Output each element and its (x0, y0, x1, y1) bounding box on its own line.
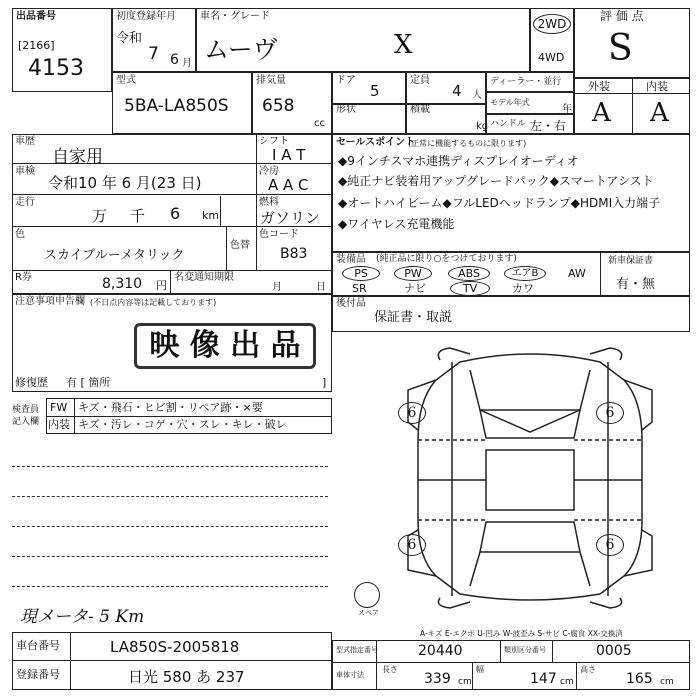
equipment-note: (純正品に限り○をつけております) (376, 254, 517, 264)
inspection-value: 令和10 年 6 月(23 日) (48, 174, 202, 192)
notes-title: 注意事項申告欄 (15, 296, 85, 307)
ruled-line (12, 556, 328, 557)
ruled-line (12, 496, 328, 497)
fuel-value: ガソリン (260, 209, 321, 227)
recycle-amount: 8,310 (102, 276, 143, 292)
ruled-line (12, 466, 328, 467)
exterior-grade: A (592, 98, 611, 128)
spare-label: スペア (358, 609, 379, 617)
equipment-title: 装備品 (336, 254, 366, 265)
doors-label: ドア (336, 75, 356, 86)
model-label: 型式 (116, 75, 136, 86)
model-value: 5BA-LA850S (124, 96, 229, 116)
height-unit: cm (660, 677, 674, 687)
sales-points-title: セールスポイント (336, 137, 416, 148)
notice-day: 日 (316, 282, 326, 293)
interior-items: キズ・汚レ・コゲ・穴・スレ・キレ・破レ (78, 418, 287, 431)
category-label: 類別区分番号 (504, 646, 546, 654)
reg-month-unit: 月 (182, 58, 192, 69)
height-value: 165 (626, 671, 653, 687)
name-label: 車名・グレード (200, 11, 270, 22)
length-unit: cm (458, 677, 472, 687)
mileage-label: 走行 (15, 197, 35, 208)
inspection-label: 車検 (15, 166, 35, 177)
color-label: 色 (15, 229, 25, 240)
width-label: 幅 (476, 665, 484, 674)
capacity-unit: 人 (472, 90, 482, 101)
plate-label: 登録番号 (16, 668, 60, 681)
height-label: 高さ (580, 665, 596, 674)
capacity-label: 定員 (410, 75, 430, 86)
extras-value: 保証書・取説 (374, 310, 453, 325)
inspector-label: 検査員記入欄 (12, 405, 40, 427)
spare-tire-circle (354, 582, 380, 608)
designation-value: 20440 (418, 643, 463, 659)
width-value: 147 (530, 671, 557, 687)
first-reg-label: 初度登録年月 (116, 11, 176, 22)
warranty-label: 新車保証書 (608, 256, 654, 266)
reg-year: 7 (148, 44, 159, 64)
chassis-value: LA850S-2005818 (110, 638, 240, 656)
displacement-label: 排気量 (256, 75, 286, 86)
car-grade: X (394, 30, 413, 60)
aircon-label: 冷房 (259, 166, 279, 177)
length-value: 339 (424, 671, 451, 687)
history-value: 自家用 (52, 147, 103, 167)
chassis-label: 車台番号 (16, 639, 60, 652)
equip-sr: SR (352, 282, 367, 295)
auction-sheet: 出品番号 [2166] 4153 初度登録年月 令和 7 6 月 車名・グレード ムーヴ X 2WD 4WD 評 価 点 S 外装 内装 A A 型式 5BA-LA850S 排気量 658 cc ドア 5 定員 4 人 ディーラー・並行 形状 積載 kg モデル年式 年 ハンドル 左・右 車歴 自家用 車検 令和10 年 6 月(23 日) 走行 万 千 6 km 色 スカイブルーメタリック 色替 シフト I A T 冷房 A A C 燃料 ガソリン 色コード B83 R券 8,310 円 名変通知期限 月 日 セールスポイント (正常に機能するものに限ります) ◆9インチスマホ連携ディスプレイオーディオ ◆純正ナビ装着用アップグレードパック◆スマートアシスト ◆オートハイビーム◆フルLEDヘッドランプ◆HDMI入力端子 ◆ワイヤレス充電機能 装備品 (純正品に限り○をつけております) PS PW ABS エアB AW SR ナビ TV カワ 新車保証書 有・無 後付品 保証書・取説 注意事項申告欄 (不日点内容等は記載しております) 映 像 出 品 修復歴 有 [ 箇所 ] 検査員記入欄 FW キズ・飛石・ヒビ割・リペア跡・×要 内装 キズ・汚レ・コゲ・穴・スレ・キレ・破レ 現メータ- 5 Km 6 6 6 6 スペア A-キズ E-エクボ U-凹み W-波歪み S-サビ C-腐食 XX-交換済 車台番号 LA850S-2005818 登録番号 日光 580 あ 237 型式指定番号 20440 類別区分番号 0005 車体寸法 長さ 339 cm 幅 147 cm 高さ 165 cm (0, 0, 700, 700)
car-name: ムーヴ (204, 35, 278, 64)
width-unit: cm (560, 677, 574, 687)
score-value: S (608, 28, 633, 69)
category-value: 0005 (596, 643, 632, 659)
ruled-line (12, 526, 328, 527)
lot-number: 4153 (28, 56, 84, 81)
shape-label: 形状 (336, 104, 356, 115)
handle-label: ハンドル (490, 119, 527, 129)
sales-point-line: ◆オートハイビーム◆フルLEDヘッドランプ◆HDMI入力端子 (338, 196, 661, 210)
equip-tv-circled: TV (450, 281, 490, 296)
sales-point-line: ◆純正ナビ装着用アップグレードパック◆スマートアシスト (338, 174, 654, 188)
dealer-label: ディーラー・並行 (490, 77, 562, 87)
fuel-label: 燃料 (259, 197, 279, 208)
extras-label: 後付品 (336, 298, 366, 309)
equip-abs-circled: ABS (448, 266, 490, 281)
interior-head: 内装 (48, 418, 70, 431)
fw-items: キズ・飛石・ヒビ割・リペア跡・×要 (78, 401, 263, 414)
handle-value: 左・右 (530, 119, 567, 133)
plate-value: 日光 580 あ 237 (128, 668, 245, 686)
ruled-line (12, 586, 328, 587)
equip-navi: ナビ (404, 282, 426, 295)
reg-month: 6 (170, 52, 179, 68)
equip-pw-circled: PW (394, 266, 432, 281)
mileage-sen: 千 (130, 207, 146, 225)
tire-mark-front-right: 6 (596, 402, 624, 424)
designation-label: 型式指定番号 (336, 646, 378, 654)
color-code-value: B83 (280, 246, 308, 262)
video-listing-stamp: 映 像 出 品 (134, 323, 316, 369)
interior-grade: A (650, 98, 669, 128)
mileage-unit: km (202, 209, 220, 222)
repair-value: 有 [ 箇所 (66, 376, 111, 389)
recycle-label: R券 (15, 272, 32, 283)
sales-point-line: ◆9インチスマホ連携ディスプレイオーディオ (338, 154, 579, 168)
color-code-label: 色コード (259, 229, 299, 240)
doors-value: 5 (370, 82, 380, 100)
lot-label: 出品番号 (16, 11, 56, 22)
exterior-label: 外装 (588, 80, 610, 93)
sales-points-note: (正常に機能するものに限ります) (408, 139, 527, 148)
damage-legend: A-キズ E-エクボ U-凹み W-波歪み S-サビ C-腐食 XX-交換済 (420, 629, 623, 638)
color-value: スカイブルーメタリック (44, 248, 185, 263)
interior-label: 内装 (646, 80, 668, 93)
shift-value: I A T (272, 146, 306, 164)
score-label: 評 価 点 (600, 9, 644, 23)
notes-title-note: (不日点内容等は記載しております) (90, 298, 217, 307)
era: 令和 (116, 31, 143, 46)
tire-mark-rear-left: 6 (398, 534, 426, 556)
dims-head: 車体寸法 (336, 671, 364, 679)
model-year-unit: 年 (562, 104, 572, 115)
notice-label: 名変通知期限 (174, 272, 234, 283)
displacement-value: 658 (262, 96, 295, 116)
drive-4wd: 4WD (538, 51, 565, 64)
handwritten-mileage: 現メータ- 5 Km (20, 607, 145, 627)
equip-airbag-circled: エアB (504, 266, 546, 281)
tire-mark-front-left: 6 (398, 402, 426, 424)
displacement-unit: cc (314, 118, 325, 129)
fw-head: FW (50, 401, 68, 414)
lot-code: [2166] (18, 39, 55, 52)
load-label: 積載 (410, 104, 430, 115)
capacity-value: 4 (452, 82, 462, 100)
history-label: 車歴 (15, 136, 35, 147)
length-label: 長さ (382, 665, 398, 674)
drive-2wd-circled: 2WD (533, 14, 571, 34)
load-unit: kg (476, 121, 489, 132)
warranty-value: 有・無 (616, 277, 656, 292)
model-year-label: モデル年式 (490, 98, 530, 107)
equip-leather: カワ (512, 282, 534, 295)
equip-ps-circled: PS (342, 266, 380, 281)
aircon-value: A A C (268, 176, 309, 194)
notice-month: 月 (272, 282, 282, 293)
recycle-unit: 円 (156, 279, 167, 292)
mileage-man: 万 (92, 207, 108, 225)
equip-aw: AW (568, 267, 586, 280)
car-body-diagram (380, 340, 680, 610)
color-change-label: 色替 (230, 240, 250, 251)
mileage-value: 6 (170, 204, 181, 223)
tire-mark-rear-right: 6 (596, 534, 624, 556)
shift-label: シフト (259, 136, 289, 147)
sales-point-line: ◆ワイヤレス充電機能 (338, 217, 455, 231)
repair-label: 修復歴 (15, 376, 48, 389)
